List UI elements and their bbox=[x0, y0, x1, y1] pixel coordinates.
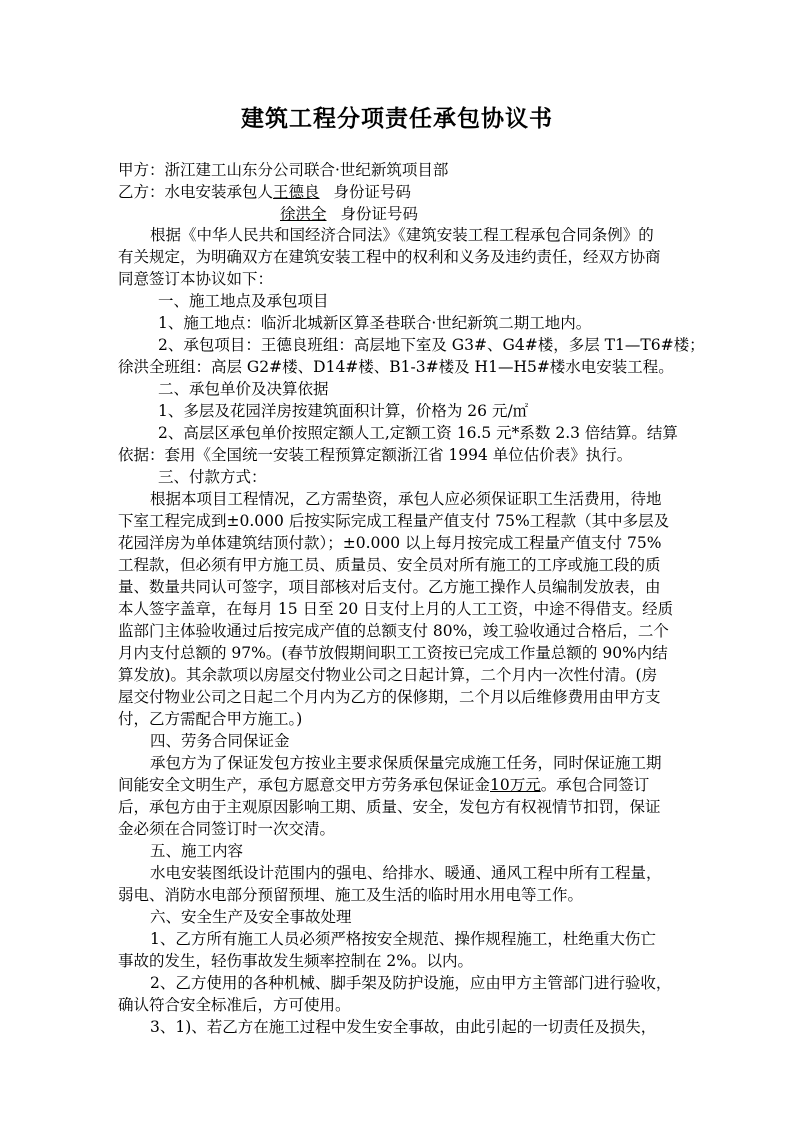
body-line: 同意签订本协议如下： bbox=[118, 270, 274, 288]
body-line: 根据本项目工程情况，乙方需垫资，承包人应必须保证职工生活费用，待地 bbox=[150, 490, 662, 508]
body-line: 根据《中华人民共和国经济合同法》《建筑安装工程工程承包合同条例》的 bbox=[150, 226, 654, 244]
body-line: 间能安全文明生产，承包方愿意交甲方劳务承包保证金10万元。承包合同签订 bbox=[118, 776, 650, 794]
body-line: 3、1)、若乙方在施工过程中发生安全事故，由此引起的一切责任及损失， bbox=[150, 1018, 657, 1036]
body-line: 本人签字盖章，在每月 15 日至 20 日支付上月的人工工资，中途不得借支。经质 bbox=[118, 600, 674, 618]
body-line: 1、多层及花园洋房按建筑面积计算，价格为 26 元/㎡ bbox=[158, 402, 529, 420]
section-heading-5: 五、施工内容 bbox=[150, 842, 244, 860]
body-line: 2、承包项目：王德良班组：高层地下室及 G3#、G4#楼，多层 T1—T6#楼； bbox=[158, 336, 705, 354]
section-heading-2: 二、承包单价及决算依据 bbox=[158, 380, 329, 398]
body-line: 工程款，但必须有甲方施工员、质量员、安全员对所有施工的工序或施工段的质 bbox=[118, 556, 661, 574]
party-b-name-1: 王德良 bbox=[273, 183, 320, 201]
body-line: 花园洋房为单体建筑结顶付款）；±0.000 以上每月按完成工程量产值支付 75% bbox=[118, 534, 662, 552]
body-line: 水电安装图纸设计范围内的强电、给排水、暖通、通风工程中所有工程量， bbox=[150, 864, 662, 882]
body-line: 屋交付物业公司之日起二个月内为乙方的保修期，二个月以后维修费用由甲方支 bbox=[118, 688, 661, 706]
section-heading-6: 六、安全生产及安全事故处理 bbox=[150, 908, 352, 926]
body-line: 2、高层区承包单价按照定额人工,定额工资 16.5 元*系数 2.3 倍结算。结算 bbox=[158, 424, 678, 442]
body-line: 事故的发生，轻伤事故发生频率控制在 2%。以内。 bbox=[118, 952, 474, 970]
section-heading-3: 三、付款方式： bbox=[158, 468, 267, 486]
body-line: 后，承包方由于主观原因影响工期、质量、安全，发包方有权视情节扣罚，保证 bbox=[118, 798, 661, 816]
body-line: 算发放)。其余款项以房屋交付物业公司之日起计算，二个月内一次性付清。(房 bbox=[118, 666, 658, 684]
body-line: 承包方为了保证发包方按业主要求保质保量完成施工任务，同时保证施工期 bbox=[150, 754, 662, 772]
body-line: 有关规定，为明确双方在建筑安装工程中的权利和义务及违约责任，经双方协商 bbox=[118, 248, 661, 266]
document-title: 建筑工程分项责任承包协议书 bbox=[241, 105, 553, 132]
party-b-prefix: 乙方：水电安装承包人 bbox=[118, 183, 274, 201]
body-line: 依据：套用《全国统一安装工程预算定额浙江省 1994 单位估价表》执行。 bbox=[118, 446, 633, 464]
body-line: 弱电、消防水电部分预留预埋、施工及生活的临时用水用电等工作。 bbox=[118, 886, 584, 904]
party-a-line: 甲方：浙江建工山东分公司联合·世纪新筑项目部 bbox=[118, 161, 449, 179]
party-b-id-label-1: 身份证号码 bbox=[333, 183, 412, 201]
party-b-line-2 bbox=[280, 203, 580, 225]
body-line: 下室工程完成到±0.000 后按实际完成工程量产值支付 75%工程款（其中多层及 bbox=[118, 512, 670, 530]
body-line: 金必须在合同签订时一次交清。 bbox=[118, 820, 336, 838]
body-line: 付，乙方需配合甲方施工。) bbox=[118, 710, 303, 728]
body-line: 1、施工地点：临沂北城新区算圣巷联合·世纪新筑二期工地内。 bbox=[158, 314, 592, 332]
body-line: 徐洪全班组：高层 G2#楼、D14#楼、B1-3#楼及 H1—H5#楼水电安装工程。 bbox=[118, 358, 674, 376]
body-line: 量、数量共同认可签字，项目部核对后支付。乙方施工操作人员编制发放表，由 bbox=[118, 578, 661, 596]
section-heading-4: 四、劳务合同保证金 bbox=[150, 732, 290, 750]
party-b-name-2: 徐洪全 bbox=[280, 205, 327, 223]
body-line: 2、乙方使用的各种机械、脚手架及防护设施，应由甲方主管部门进行验收， bbox=[150, 974, 672, 992]
body-line: 月内支付总额的 97%。(春节放假期间职工工资按已完成工作量总额的 90%内结 bbox=[118, 644, 668, 662]
body-line: 1、乙方所有施工人员必须严格按安全规范、操作规程施工，杜绝重大伤亡 bbox=[150, 930, 656, 948]
section-heading-1: 一、施工地点及承包项目 bbox=[158, 292, 329, 310]
body-line: 监部门主体验收通过后按完成产值的总额支付 80%，竣工验收通过合格后，二个 bbox=[118, 622, 669, 640]
party-b-line bbox=[118, 181, 678, 203]
guarantee-amount: 10万元 bbox=[490, 776, 541, 794]
party-b-id-label-2: 身份证号码 bbox=[340, 205, 419, 223]
body-line: 确认符合安全标准后，方可使用。 bbox=[118, 996, 351, 1014]
